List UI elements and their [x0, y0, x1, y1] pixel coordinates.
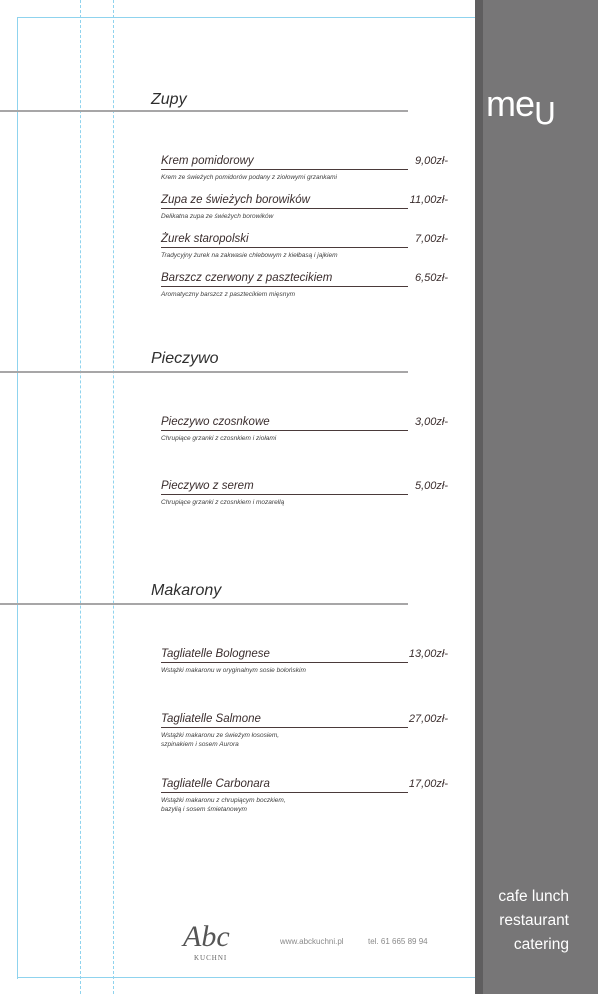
item-description: Krem ze świeżych pomidorów podany z ziołowymi grzankami [161, 174, 337, 181]
footer-phone: tel. 61 665 89 94 [368, 937, 428, 946]
footer-website[interactable]: www.abckuchni.pl [280, 937, 344, 946]
item-name: Krem pomidorowy [161, 155, 254, 167]
item-price: 5,00zł- [414, 480, 448, 492]
item-price: 7,00zł- [414, 233, 448, 245]
section-title-pieczywo: Pieczywo [151, 350, 219, 367]
menu-logo-text: me [486, 83, 535, 124]
item-price: 13,00zł- [408, 648, 448, 660]
item-name: Barszcz czerwony z pasztecikiem [161, 272, 333, 284]
item-name: Tagliatelle Carbonara [161, 778, 270, 790]
menu-item [161, 154, 448, 182]
section-rule-makarony [0, 603, 408, 605]
item-price: 6,50zł- [414, 272, 448, 284]
guide-dashed-1 [80, 0, 81, 994]
section-title-makarony: Makarony [151, 582, 222, 599]
item-description: Wstążki makaronu ze świeżym łososiem, szpinakiem i sosem Aurora [161, 732, 280, 748]
menu-item [161, 777, 448, 814]
menu-item [161, 193, 448, 221]
menu-logo-glyph: ᑌ [534, 98, 555, 131]
menu-logo [486, 83, 555, 131]
item-price: 17,00zł- [408, 778, 448, 790]
menu-item [161, 712, 448, 749]
item-price: 9,00zł- [414, 155, 448, 167]
item-underline [161, 430, 408, 431]
section-rule-zupy [0, 110, 408, 112]
item-price: 11,00zł- [409, 194, 448, 206]
item-price: 27,00zł- [408, 713, 448, 725]
guide-dashed-2 [113, 0, 114, 994]
item-description: Chrupiące grzanki z czosnkiem i ziołami [161, 435, 277, 442]
item-description: Tradycyjny żurek na zakwasie chlebowym z kiełbasą i jajkiem [161, 252, 338, 259]
item-underline [161, 792, 408, 793]
tagline-catering: catering [513, 936, 569, 953]
item-description: Delikatna zupa ze świeżych borowików [161, 213, 274, 220]
menu-item [161, 271, 448, 299]
menu-item [161, 415, 448, 443]
abc-kuchni-logo-sub: KUCHNI [194, 954, 228, 962]
item-name: Żurek staropolski [161, 233, 249, 245]
item-name: Tagliatelle Salmone [161, 713, 261, 725]
item-underline [161, 169, 408, 170]
item-description: Wstążki makaronu w oryginalnym sosie bolońskim [161, 667, 306, 674]
side-panel [475, 0, 598, 994]
item-underline [161, 494, 408, 495]
item-description: Aromatyczny barszcz z pasztecikiem mięsnym [161, 291, 296, 298]
menu-item [161, 232, 448, 260]
tagline-restaurant: restaurant [499, 912, 569, 929]
abc-kuchni-logo: Abc [183, 920, 230, 953]
tagline-cafe-lunch: cafe lunch [498, 888, 569, 905]
item-underline [161, 247, 408, 248]
item-underline [161, 727, 408, 728]
guide-line-left [17, 17, 18, 979]
section-rule-pieczywo [0, 371, 408, 373]
item-name: Pieczywo czosnkowe [161, 416, 270, 428]
item-description: Wstążki makaronu z chrupiącym boczkiem, bazylią i sosem śmietanowym [161, 797, 286, 813]
item-underline [161, 208, 408, 209]
menu-item [161, 479, 448, 507]
item-description: Chrupiące grzanki z czosnkiem i mozarellą [161, 499, 285, 506]
item-name: Tagliatelle Bolognese [161, 648, 270, 660]
tagline [498, 885, 569, 957]
item-price: 3,00zł- [414, 416, 448, 428]
menu-item [161, 647, 448, 675]
item-name: Pieczywo z serem [161, 480, 254, 492]
item-name: Zupa ze świeżych borowików [161, 194, 310, 206]
item-underline [161, 286, 408, 287]
side-panel-edge [475, 0, 483, 994]
item-underline [161, 662, 408, 663]
section-title-zupy: Zupy [151, 91, 187, 108]
